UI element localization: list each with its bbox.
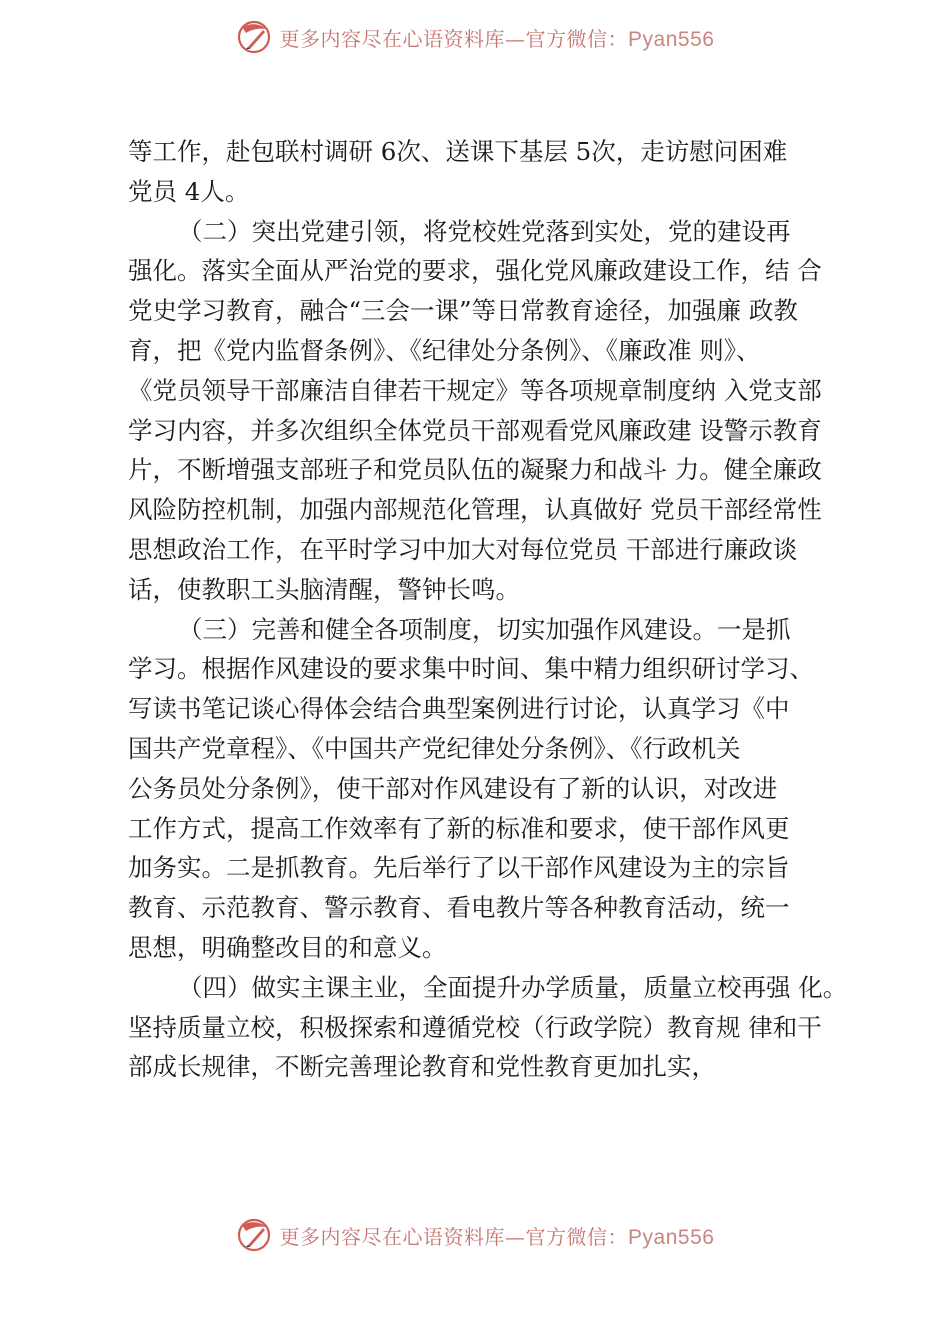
text-line: 《党员领导干部廉洁自律若干规定》等各项规章制度纳 入党支部 xyxy=(128,375,822,405)
text-line: 等工作，赴包联村调研 6次、送课下基层 5次，走访慰问困难 xyxy=(128,137,788,166)
text-line: 学习内容，并多次组织全体党员干部观看党风廉政建 设警示教育 xyxy=(128,415,822,445)
paragraph-2-start: （二）突出党建引领，将党校姓党落到实处，党的建设再 xyxy=(178,216,791,246)
header-banner-text: 更多内容尽在心语资料库—官方微信：Pyan556 xyxy=(279,26,715,51)
text-line: 片，不断增强支部班子和党员队伍的凝聚力和战斗 力。健全廉政 xyxy=(128,455,822,485)
text-line: 坚持质量立校，积极探索和遵循党校（行政学院）教育规 律和干 xyxy=(128,1012,822,1042)
text-line: 思想政治工作，在平时学习中加大对每位党员 干部进行廉政谈 xyxy=(128,534,798,564)
text-line: 思想，明确整改目的和意义。 xyxy=(128,932,447,962)
text-line: 党员 4人。 xyxy=(128,176,250,206)
footer-banner xyxy=(0,1212,950,1258)
header-wechat-id: Pyan556 xyxy=(628,27,715,51)
text-line: 话，使教职工头脑清醒，警钟长鸣。 xyxy=(128,574,520,604)
header-banner xyxy=(0,14,950,60)
text-line: 强化。落实全面从严治党的要求，强化党风廉政建设工作，结 合 xyxy=(128,256,822,286)
text-line: 国共产党章程》、《中国共产党纪律处分条例》、《行政机关 xyxy=(128,733,741,763)
pen-nib-logo-icon xyxy=(236,19,272,55)
text-line: 公务员处分条例》，使干部对作风建设有了新的认识，对改进 xyxy=(128,773,778,803)
footer-banner-text: 更多内容尽在心语资料库—官方微信：Pyan556 xyxy=(279,1224,715,1249)
text-line: 风险防控机制，加强内部规范化管理，认真做好 党员干部经常性 xyxy=(128,495,822,525)
text-line: 工作方式，提高工作效率有了新的标准和要求，使干部作风更 xyxy=(128,813,790,843)
text-line: 学习。根据作风建设的要求集中时间、集中精力组织研讨学习、 xyxy=(128,654,814,684)
text-line: 党史学习教育，融合“三会一课”等日常教育途径，加强廉 政教 xyxy=(128,296,798,326)
text-line: 加务实。二是抓教育。先后举行了以干部作风建设为主的宗旨 xyxy=(128,853,790,883)
text-line: 写读书笔记谈心得体会结合典型案例进行讨论，认真学习《中 xyxy=(128,694,790,724)
text-line: 教育、示范教育、警示教育、看电教片等各种教育活动，统一 xyxy=(128,893,790,923)
paragraph-3-start: （三）完善和健全各项制度，切实加强作风建设。一是抓 xyxy=(178,614,791,644)
text-line: 育，把《党内监督条例》、《纪律处分条例》、《廉政准 则》、 xyxy=(128,335,761,365)
pen-nib-logo-icon xyxy=(236,1217,272,1253)
document-body xyxy=(128,132,848,1087)
footer-wechat-id: Pyan556 xyxy=(628,1225,715,1249)
text-line: 部成长规律，不断完善理论教育和党性教育更加扎实， xyxy=(128,1052,716,1082)
paragraph-4-start: （四）做实主课主业，全面提升办学质量，质量立校再强 化。 xyxy=(178,972,848,1002)
